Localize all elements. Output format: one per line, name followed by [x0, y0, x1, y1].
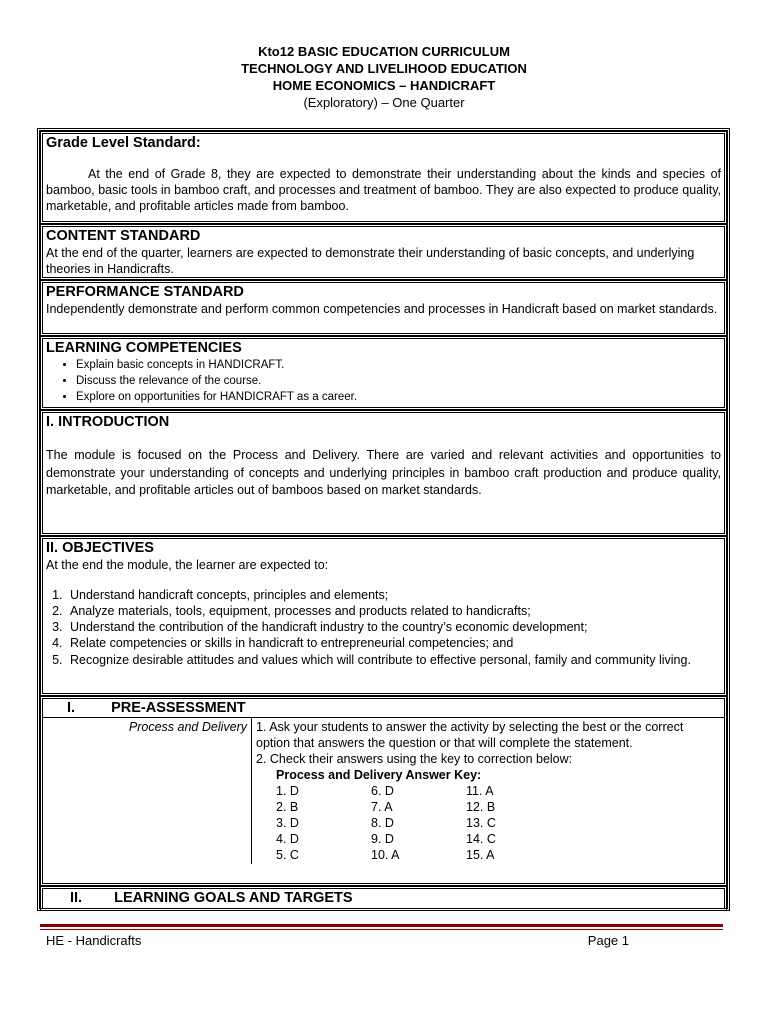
grade-level-text: At the end of Grade 8, they are expected to demonstrate their understanding about the kinds and species of bamboo, basic tools in bamboo craft, and processes and treatment of bamboo. They are also expected to produce quality, marketable, and profitable articles made from bamboo.: [46, 167, 721, 213]
learning-goals-title: [46, 889, 721, 907]
footer-left: HE - Handicrafts: [46, 933, 142, 948]
performance-standard-title: PERFORMANCE STANDARD: [46, 284, 244, 300]
header-line-3: HOME ECONOMICS – HANDICRAFT: [272, 78, 496, 93]
answer-key-item: 11. A: [466, 784, 494, 798]
answer-key-item: 13. C: [466, 816, 496, 830]
pre-assessment-section: [40, 696, 727, 886]
competencies-list: [46, 357, 721, 405]
header-line-2: TECHNOLOGY AND LIVELIHOOD EDUCATION: [241, 61, 527, 76]
list-item: 3. Understand the contribution of the handicraft industry to the country’s economic development;: [66, 619, 721, 635]
answer-key-item: 4. D: [276, 832, 299, 846]
performance-standard-text: Independently demonstrate and perform common competencies and processes in Handicraft based on market standards.: [46, 302, 718, 316]
answer-key-item: 15. A: [466, 848, 495, 862]
learning-competencies-title: LEARNING COMPETENCIES: [46, 340, 242, 356]
pre-assessment-title-text: PRE-ASSESSMENT: [111, 700, 246, 716]
answer-key-item: 5. C: [276, 848, 299, 862]
objectives-title: II. OBJECTIVES: [46, 540, 154, 556]
objectives-list: [46, 587, 721, 670]
objectives-intro: At the end the module, the learner are expected to:: [46, 558, 329, 572]
footer-rule: [40, 924, 723, 927]
list-item: 5. Recognize desirable attitudes and values which will contribute to effective personal, family and community living.: [66, 651, 721, 670]
pre-assessment-title: [43, 699, 724, 717]
content-standard-text: At the end of the quarter, learners are expected to demonstrate their understanding of basic concepts, and underlying theories in Handicrafts.: [46, 246, 695, 276]
answer-key-item: 6. D: [371, 784, 394, 798]
learning-competencies-section: [40, 336, 727, 410]
learning-goals-title-text: LEARNING GOALS AND TARGETS: [114, 890, 353, 906]
list-item: • Explore on opportunities for HANDICRAFT as a career.: [76, 389, 721, 405]
list-item: 2. Analyze materials, tools, equipment, processes and products related to handicrafts;: [66, 603, 721, 619]
learning-goals-section: [40, 886, 727, 911]
answer-key-grid: [276, 783, 720, 863]
content-standard-title: CONTENT STANDARD: [46, 228, 201, 244]
instruction-step-2: 2. Check their answers using the key to correction below:: [256, 752, 573, 766]
introduction-section: [40, 410, 727, 536]
performance-standard-section: [40, 280, 727, 336]
answer-key-item: 7. A: [371, 800, 393, 814]
answer-key-title: Process and Delivery Answer Key:: [276, 768, 482, 782]
pre-assessment-table: [43, 717, 724, 864]
document-header: [0, 43, 768, 111]
instruction-step-1: 1. Ask your students to answer the activity by selecting the best or the correct option that answers the question or that will complete the statement.: [256, 720, 684, 750]
objectives-section: [40, 536, 727, 696]
answer-key-item: 12. B: [466, 800, 496, 814]
grade-level-title: Grade Level Standard:: [46, 135, 201, 151]
answer-key-item: 3. D: [276, 816, 299, 830]
introduction-title: I. INTRODUCTION: [46, 414, 170, 430]
introduction-text: The module is focused on the Process and Delivery. There are varied and relevant activities and opportunities to demonstrate your understanding of concepts and underlying principles in bamboo craft production and produce quality, marketable, and profitable articles out of bamboos based on market standards.: [46, 448, 721, 497]
process-delivery-label: Process and Delivery: [43, 718, 252, 865]
answer-key-item: 14. C: [466, 832, 496, 846]
pre-assessment-numeral: I.: [67, 700, 76, 716]
page-number: Page 1: [587, 933, 629, 948]
list-item: • Discuss the relevance of the course.: [76, 373, 721, 389]
answer-key-item: 2. B: [276, 800, 299, 814]
pre-assessment-instructions: [252, 718, 725, 865]
footer-rule-thin: [40, 929, 723, 930]
header-line-4: (Exploratory) – One Quarter: [303, 95, 465, 110]
list-item: • Explain basic concepts in HANDICRAFT.: [76, 357, 721, 373]
answer-key-item: 10. A: [371, 848, 400, 862]
page-footer: [46, 933, 629, 948]
answer-key-item: 9. D: [371, 832, 394, 846]
grade-level-section: [40, 131, 727, 224]
answer-key-item: 1. D: [276, 784, 299, 798]
learning-goals-numeral: II.: [70, 890, 83, 906]
content-standard-section: [40, 224, 727, 280]
answer-key-item: 8. D: [371, 816, 394, 830]
header-line-1: Kto12 BASIC EDUCATION CURRICULUM: [258, 44, 510, 59]
list-item: 4. Relate competencies or skills in handicraft to entrepreneurial competencies; and: [66, 635, 721, 651]
list-item: 1. Understand handicraft concepts, principles and elements;: [66, 587, 721, 603]
